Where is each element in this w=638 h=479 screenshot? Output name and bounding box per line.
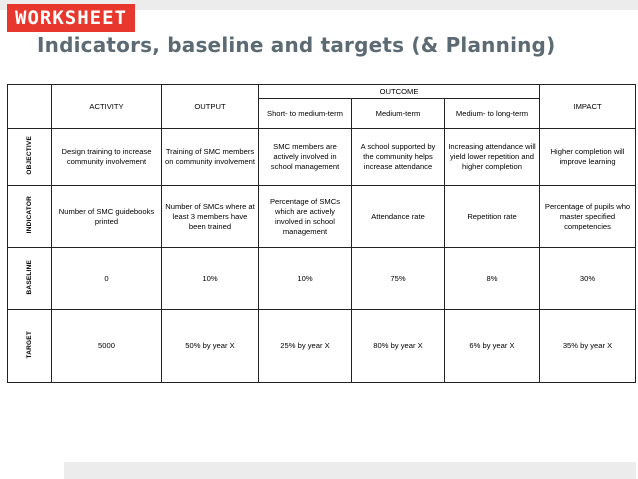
table-cell: 75% <box>352 248 445 310</box>
table-row-objective <box>8 129 636 186</box>
worksheet-badge: WORKSHEET <box>7 4 135 32</box>
table-cell: Higher completion will improve learning <box>540 129 636 186</box>
row-label-cell <box>8 248 52 310</box>
table-row-indicator <box>8 186 636 248</box>
row-label: TARGET <box>25 330 33 359</box>
table-cell: Number of SMCs where at least 3 members have been trained <box>162 186 259 248</box>
table-cell: 5000 <box>52 310 162 383</box>
row-label-cell <box>8 186 52 248</box>
row-label-cell <box>8 129 52 186</box>
table-cell: 80% by year X <box>352 310 445 383</box>
row-label: OBJECTIVE <box>25 136 33 175</box>
header-output: OUTPUT <box>162 85 259 129</box>
header-outcome-group: OUTCOME <box>259 85 540 99</box>
table-cell: Attendance rate <box>352 186 445 248</box>
table-cell: Repetition rate <box>445 186 540 248</box>
table-cell: Percentage of SMCs which are actively involved in school management <box>259 186 352 248</box>
table-cell: 0 <box>52 248 162 310</box>
table-cell: Percentage of pupils who master specified competencies <box>540 186 636 248</box>
header-activity: ACTIVITY <box>52 85 162 129</box>
bottom-bar <box>64 462 636 479</box>
table-cell: 30% <box>540 248 636 310</box>
header-medium-term: Medium-term <box>352 99 445 129</box>
page-title: Indicators, baseline and targets (& Planning) <box>37 33 556 57</box>
table-cell: 10% <box>162 248 259 310</box>
header-impact: IMPACT <box>540 85 636 129</box>
row-label-cell <box>8 310 52 383</box>
table-cell: 8% <box>445 248 540 310</box>
table-cell: 50% by year X <box>162 310 259 383</box>
table-cell: 10% <box>259 248 352 310</box>
row-label: BASELINE <box>25 259 33 295</box>
header-long-term: Medium- to long-term <box>445 99 540 129</box>
corner-cell <box>8 85 52 129</box>
planning-table <box>7 84 636 383</box>
table-row-target <box>8 310 636 383</box>
header-short-term: Short- to medium-term <box>259 99 352 129</box>
table-cell: Training of SMC members on community involvement <box>162 129 259 186</box>
table-cell: SMC members are actively involved in school management <box>259 129 352 186</box>
table-cell: Design training to increase community involvement <box>52 129 162 186</box>
table-cell: Number of SMC guidebooks printed <box>52 186 162 248</box>
table-cell: Increasing attendance will yield lower repetition and higher completion <box>445 129 540 186</box>
table-cell: 25% by year X <box>259 310 352 383</box>
row-label: INDICATOR <box>25 196 33 234</box>
table-cell: 6% by year X <box>445 310 540 383</box>
table-row-baseline <box>8 248 636 310</box>
table-cell: A school supported by the community helps increase attendance <box>352 129 445 186</box>
table-cell: 35% by year X <box>540 310 636 383</box>
